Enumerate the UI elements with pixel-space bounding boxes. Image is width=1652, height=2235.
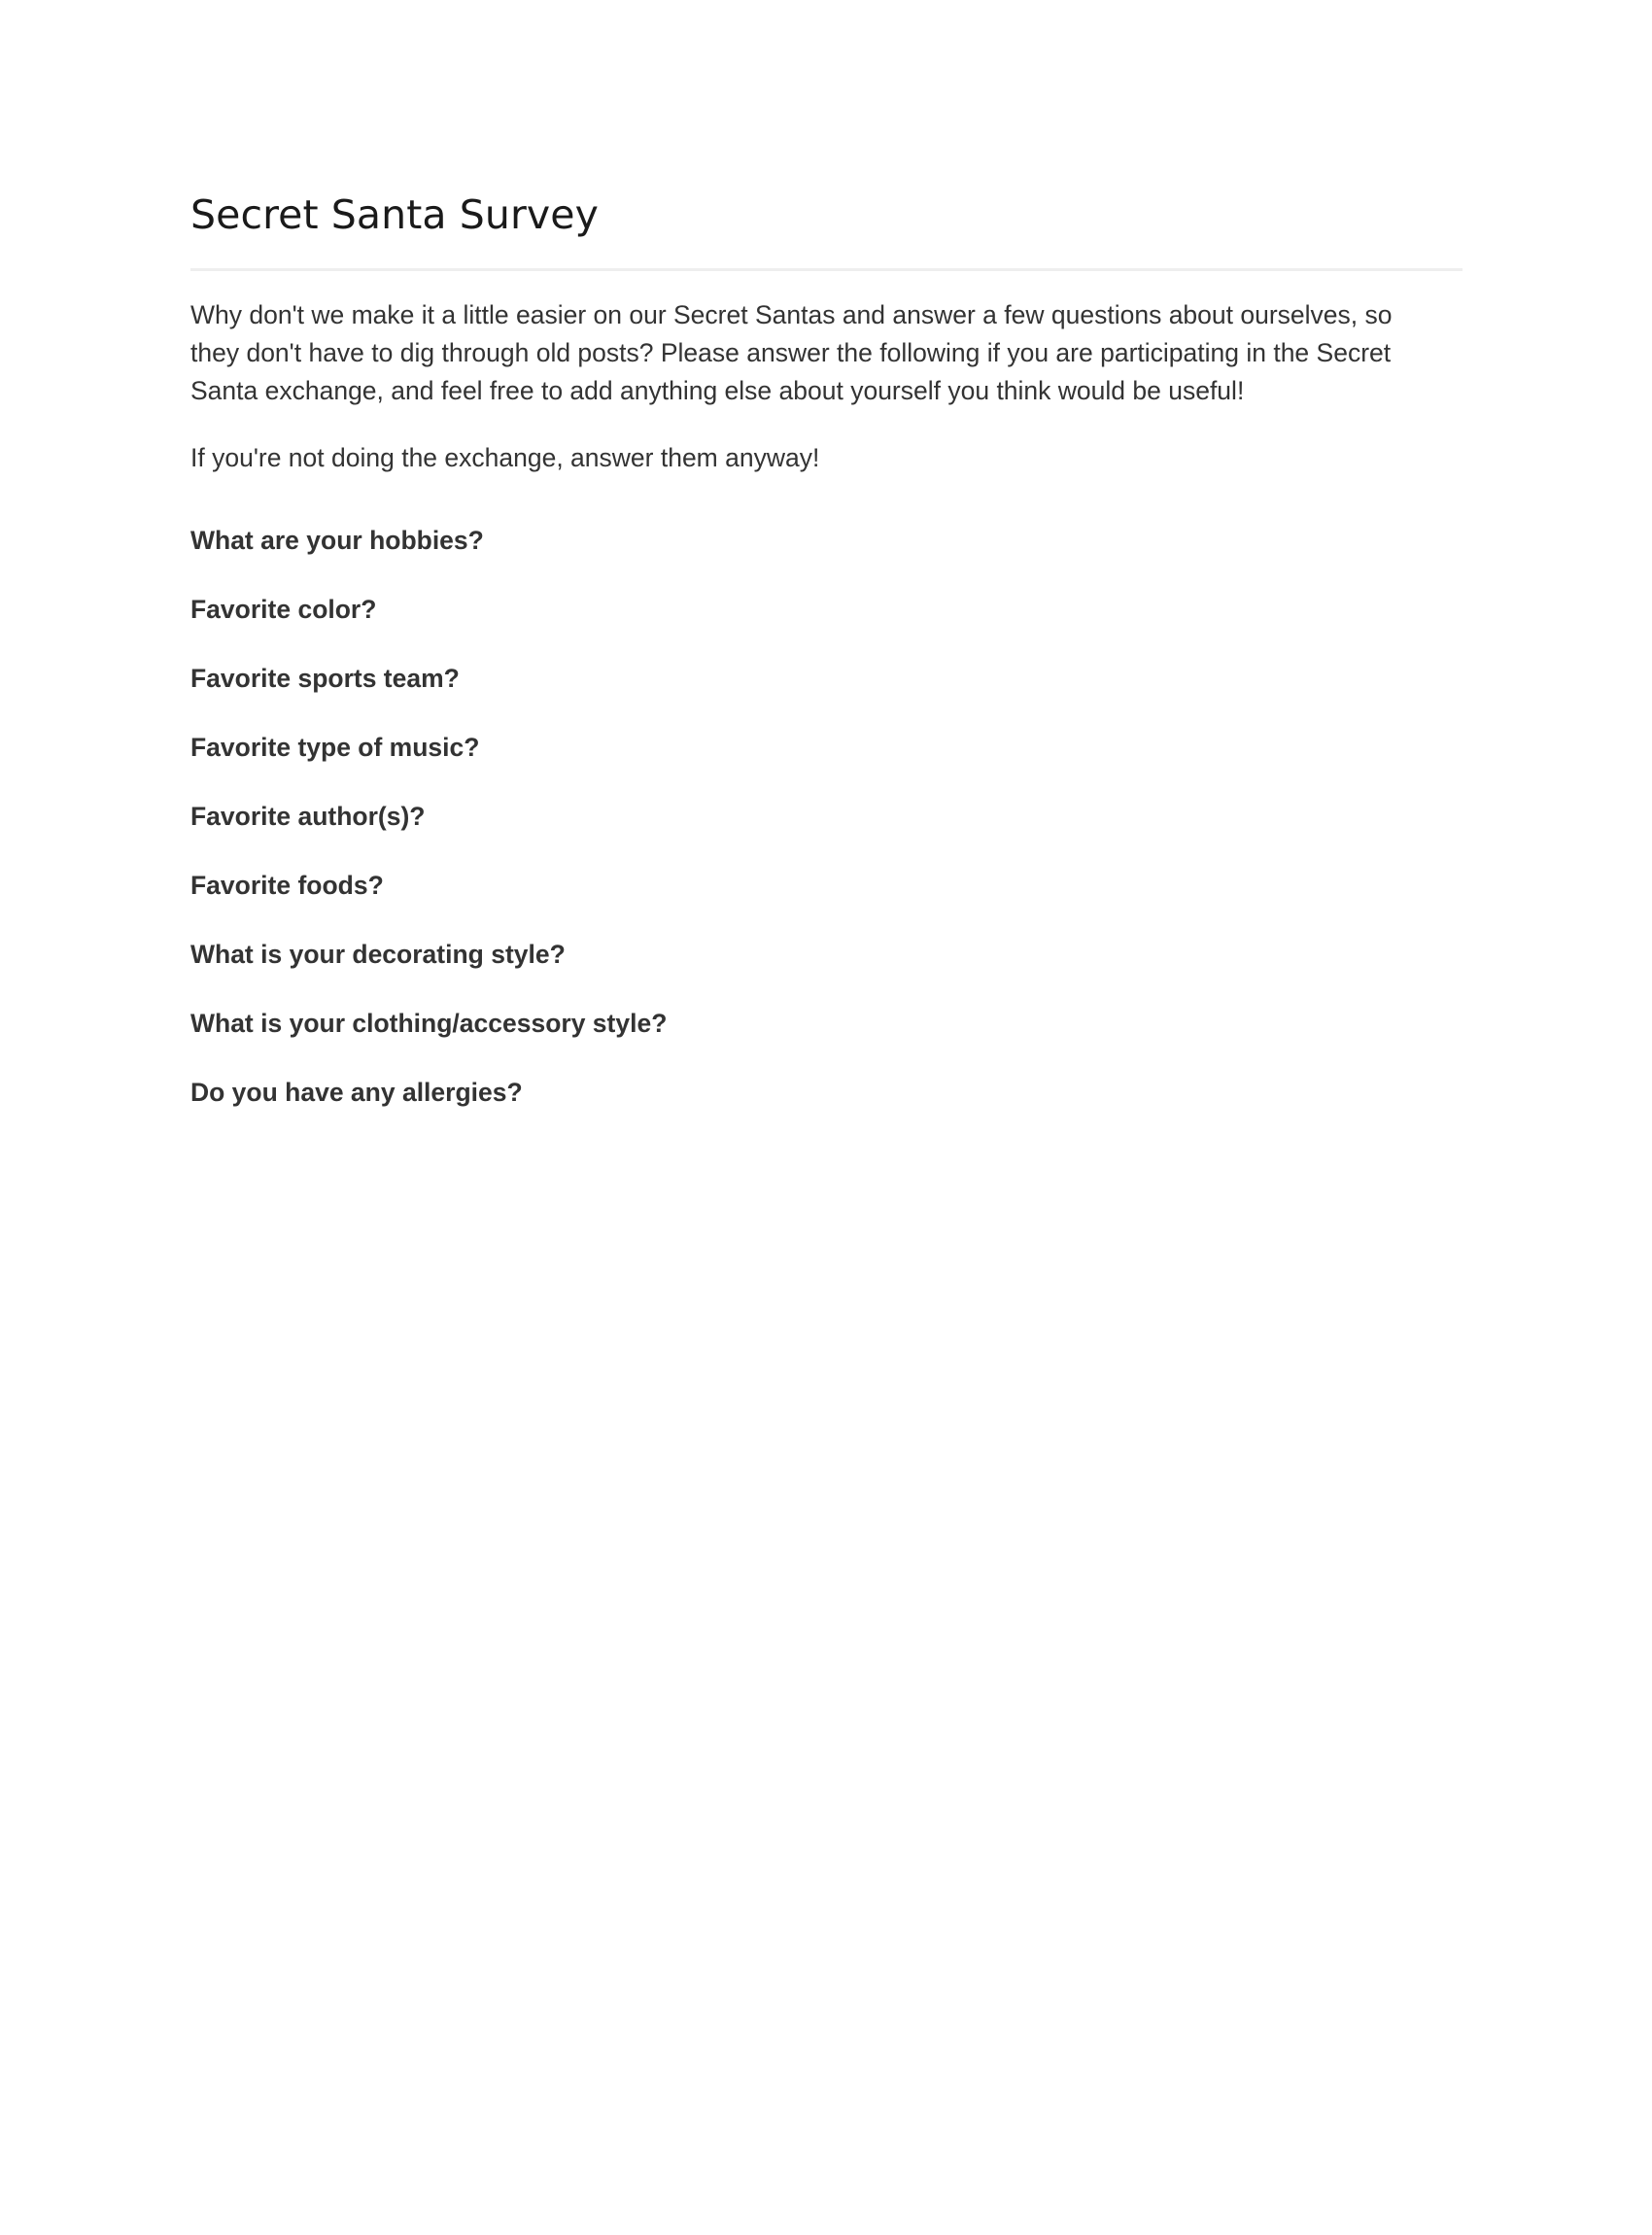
question-item: Favorite author(s)? xyxy=(190,802,426,832)
document-content xyxy=(190,190,1463,1109)
intro-paragraph-2: If you're not doing the exchange, answer them anyway! xyxy=(190,443,820,473)
question-item: What is your clothing/accessory style? xyxy=(190,1009,668,1039)
question-item: What is your decorating style? xyxy=(190,940,566,970)
intro-paragraph-1: Why don't we make it a little easier on our Secret Santas and answer a few questions about ourselves, so they don't have to dig through old posts? Please answer the following if you are participating in the Secret Santa exchange, and feel free to add anything else about yourself you think would be useful! xyxy=(190,300,1393,406)
question-item: What are your hobbies? xyxy=(190,526,484,556)
question-list xyxy=(190,524,1463,1109)
question-item: Favorite sports team? xyxy=(190,664,460,694)
question-item: Favorite type of music? xyxy=(190,733,480,763)
question-item: Do you have any allergies? xyxy=(190,1078,523,1108)
intro-section xyxy=(190,296,1463,477)
question-item: Favorite color? xyxy=(190,595,377,625)
page-title: Secret Santa Survey xyxy=(190,191,599,238)
question-item: Favorite foods? xyxy=(190,871,384,901)
title-divider xyxy=(190,268,1463,271)
